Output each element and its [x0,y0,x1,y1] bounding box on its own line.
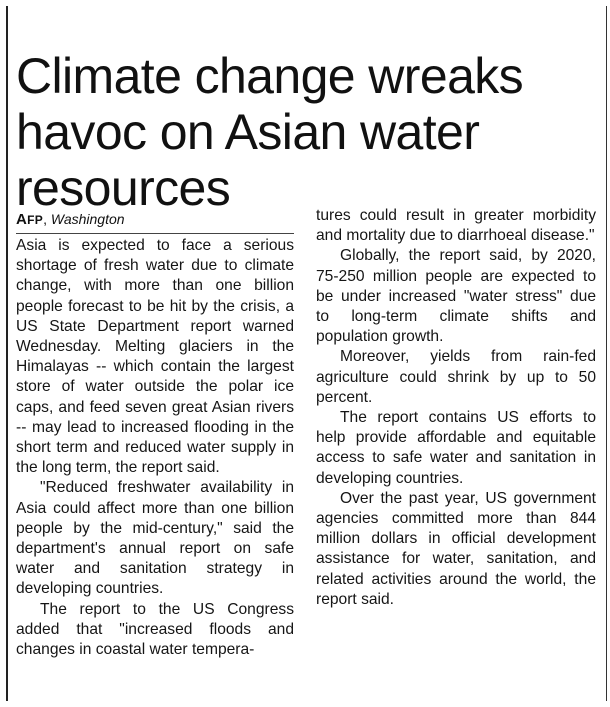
left-column-rule [6,6,8,701]
paragraph: Asia is expected to face a serious shortage of fresh water due to climate change, with more than one billion people forecast to be hit by the crisis, a US State Department report warned Wednesday. Melting glaciers in the Himalayas -- which contain the largest store of water outside the polar ice caps, and feed seven great Asian rivers -- may lead to increased flooding in the short term and reduced water supply in the long term, the report said. [16,237,294,477]
byline-place: Washington [50,211,125,227]
paragraph: "Reduced freshwater availability in Asia could affect more than one billion people by the mid-century," said the department's annual report on safe water and sanitation strategy in developing countries. [16,479,294,598]
right-border-rule [606,6,607,701]
byline-separator: , [43,211,47,227]
paragraph: Globally, the report said, by 2020, 75-250 million people are expected to be under increased "water stress" due to long-term climate shifts and population growth. [316,247,596,346]
byline-agency-rest: FP [27,213,44,227]
paragraph: The report contains US efforts to help provide affordable and equitable access to safe water and sanitation in developing countries. [316,409,596,487]
right-column [316,206,596,610]
paragraph: tures could result in greater morbidity and mortality due to diarrhoeal disease." [316,207,596,245]
byline-divider [16,233,294,234]
paragraph: Over the past year, US government agencies committed more than 844 million dollars in official development assistance for water, sanitation, and related activities around the world, the report said. [316,489,596,608]
byline-agency-initial: A [16,211,28,228]
article-headline: Climate change wreaks havoc on Asian water resources [16,47,524,216]
paragraph: Moreover, yields from rain-fed agriculture could shrink by up to 50 percent. [316,348,596,406]
paragraph: The report to the US Congress added that "increased floods and changes in coastal water tempera- [16,600,294,659]
byline [16,210,294,229]
left-column [16,236,294,660]
byline-agency [16,211,43,228]
